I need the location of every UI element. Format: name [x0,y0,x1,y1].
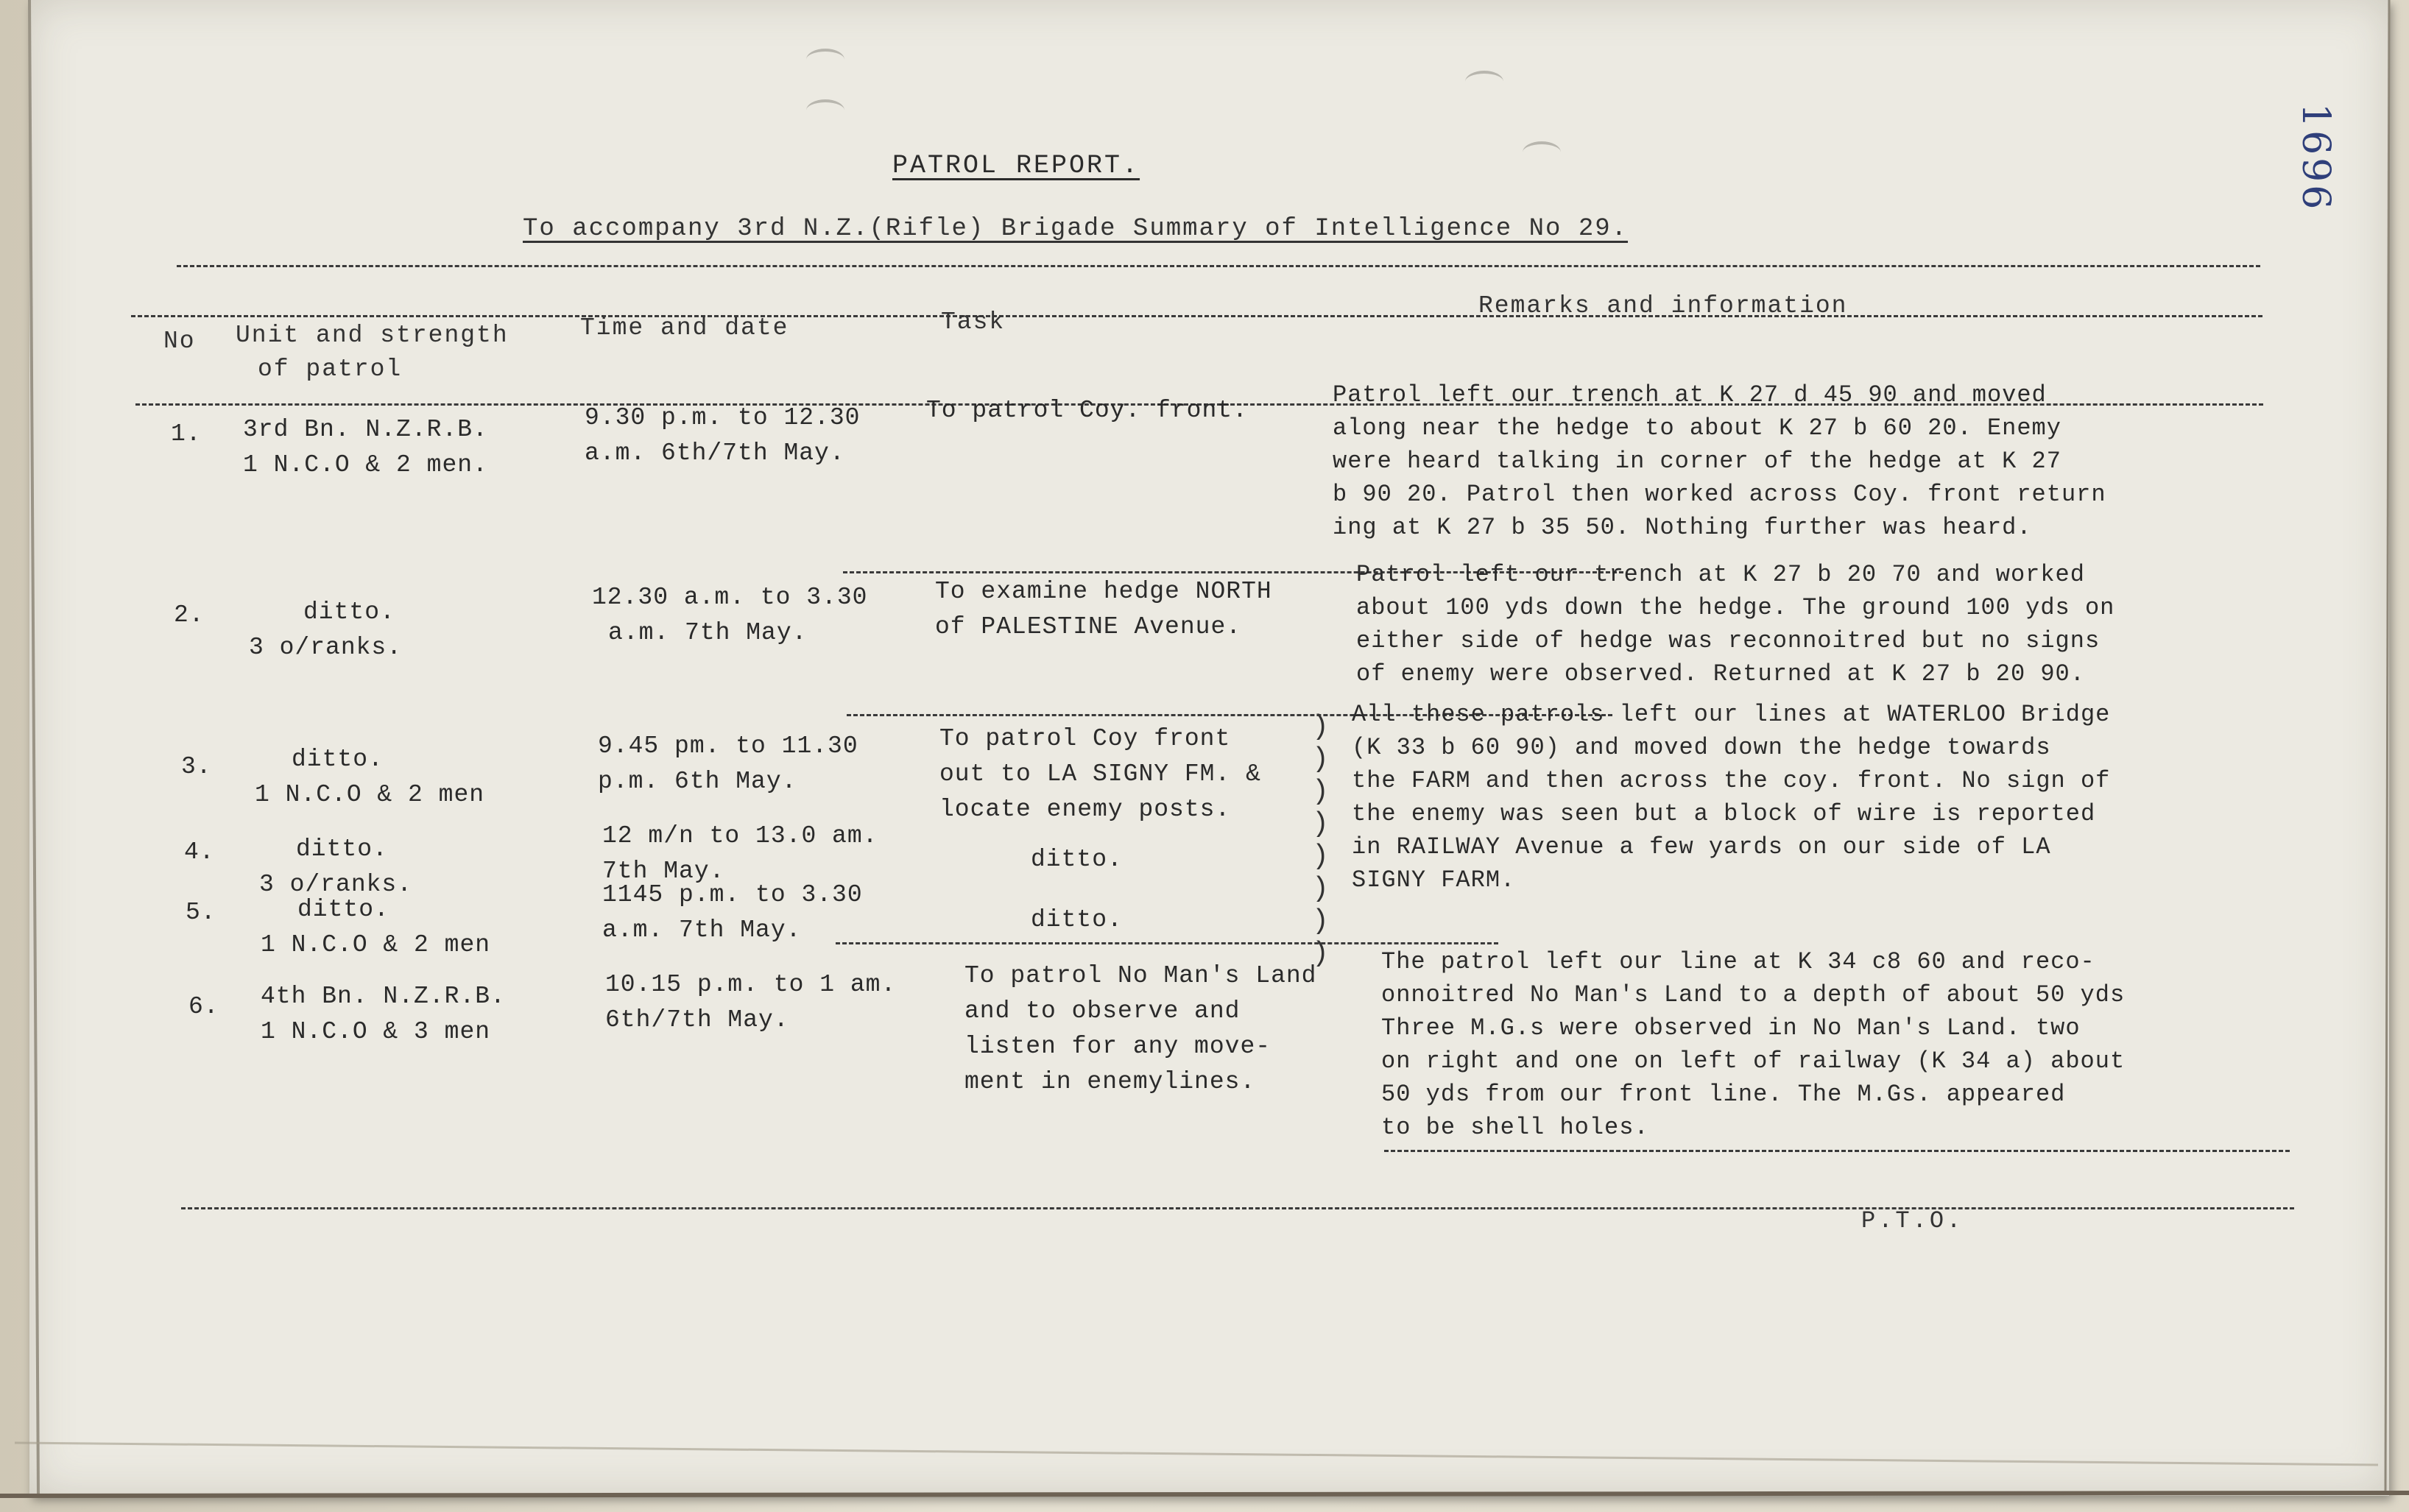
row-2-no: 2. [174,601,205,629]
row-5-time [602,877,863,948]
row-5-time-line: 1145 p.m. to 3.30 [602,881,863,908]
row-2-unit-line: ditto. [303,598,395,626]
row-5-unit-line: ditto. [297,896,389,923]
row-1-time-line: a.m. 6th/7th May. [585,439,845,467]
group-remarks-line: the FARM and then across the coy. front. No sign of [1352,767,2111,794]
row-6-task-line: To patrol No Man's Land [964,962,1317,989]
row-2-task-line: To examine hedge NORTH [935,578,1272,605]
report-subtitle: To accompany 3rd N.Z.(Rifle) Brigade Summary of Intelligence No 29. [523,215,1629,243]
row-6-unit [261,979,506,1050]
row-1-unit [243,412,488,483]
row-2-unit [249,595,402,665]
row-2-remarks [1356,558,2115,690]
row-6-time [605,967,896,1038]
row-6-remarks-line: onnoitred No Man's Land to a depth of about 50 yds [1381,981,2126,1008]
row-4-task-line: ditto. [1031,846,1123,873]
row-1-remarks [1333,378,2106,544]
row-6-task-line: and to observe and [964,997,1241,1025]
punch-hole [806,99,844,121]
row-2-time-line: 12.30 a.m. to 3.30 [592,584,868,611]
row-4-unit-line: 3 o/ranks. [259,871,413,898]
row-4-time-line: 7th May. [602,858,725,885]
row-5-time-line: a.m. 7th May. [602,916,802,944]
row-1-no: 1. [171,420,202,448]
row-2-remarks-line: either side of hedge was reconnoitred but no signs [1356,627,2101,654]
group-bracket: ) ) ) ) ) ) ) ) [1312,711,1329,969]
header-rule-top [131,315,2262,317]
row-2-remarks-line: of enemy were observed. Returned at K 27 b 20 90. [1356,660,2085,688]
group-remarks-line: the enemy was seen but a block of wire is reported [1352,800,2096,827]
row-divider [836,942,1498,944]
bottom-rule [181,1207,2294,1209]
row-6-time-line: 10.15 p.m. to 1 am. [605,971,897,998]
header-task: Task [941,308,1006,336]
row-2-remarks-line: about 100 yds down the hedge. The ground 100 yds on [1356,594,2115,621]
row-6-unit-line: 4th Bn. N.Z.R.B. [261,983,506,1010]
row-3-time [598,729,858,799]
row-1-remarks-line: Patrol left our trench at K 27 d 45 90 and moved [1333,381,2047,409]
row-6-remarks-line: 50 yds from our front line. The M.Gs. appeared [1381,1081,2066,1108]
group-remarks-line: in RAILWAY Avenue a few yards on our side of LA [1352,833,2051,861]
row-2-remarks-line: Patrol left our trench at K 27 b 20 70 and worked [1356,561,2085,588]
row-4-no: 4. [184,838,215,866]
archive-stamp-number: 1696 [2293,103,2338,213]
rows-3-5-remarks [1352,698,2110,897]
row-3-task-line: To patrol Coy front [939,725,1231,752]
row-1-time-line: 9.30 p.m. to 12.30 [585,404,861,431]
report-title: PATROL REPORT. [892,151,1140,180]
row-5-unit [261,892,490,963]
row-6-remarks-line: The patrol left our line at K 34 c8 60 and reco- [1381,948,2095,975]
header-unit-line1: Unit and strength [236,322,509,349]
row-6-no: 6. [188,993,219,1020]
row-2-task-line: of PALESTINE Avenue. [935,613,1242,640]
row-1-task-line: To patrol Coy. front. [926,397,1248,424]
row-6-remarks-line: to be shell holes. [1381,1114,1649,1141]
row-1-remarks-line: were heard talking in corner of the hedge at K 27 [1333,448,2061,475]
punch-hole [1465,71,1503,93]
row-1-unit-line: 3rd Bn. N.Z.R.B. [243,416,488,443]
row-6-unit-line: 1 N.C.O & 3 men [261,1018,491,1045]
row-3-unit-line: 1 N.C.O & 2 men [255,781,485,808]
row-1-task [926,393,1248,428]
row-1-remarks-line: ing at K 27 b 35 50. Nothing further was heard. [1333,514,2032,541]
row-1-remarks-line: along near the hedge to about K 27 b 60 20. Enemy [1333,414,2061,442]
row-6-remarks-line: Three M.G.s were observed in No Man's Land. two [1381,1014,2081,1042]
row-6-time-line: 6th/7th May. [605,1006,789,1034]
row-3-task [939,721,1261,827]
top-rule [177,265,2260,267]
row-4-task [1031,842,1123,877]
page-turn-note: P.T.O. [1861,1207,1964,1234]
header-unit-line2: of patrol [258,356,403,383]
row-3-no: 3. [181,753,212,780]
row-1-remarks-line: b 90 20. Patrol then worked across Coy. front return [1333,481,2106,508]
row-2-time [592,580,867,651]
row-6-remarks-line: on right and one on left of railway (K 34 a) about [1381,1048,2126,1075]
row-3-task-line: out to LA SIGNY FM. & [939,760,1261,788]
bottom-rule-right [1384,1150,2290,1152]
header-time: Time and date [580,314,789,342]
row-6-remarks [1381,945,2125,1144]
row-6-task-line: listen for any move- [964,1033,1271,1060]
row-3-task-line: locate enemy posts. [939,796,1231,823]
row-1-time [585,400,860,471]
row-6-task-line: ment in enemylines. [964,1068,1256,1095]
group-remarks-line: SIGNY FARM. [1352,866,1516,894]
row-5-task [1031,902,1123,938]
punch-hole [1523,141,1561,163]
row-3-time-line: 9.45 pm. to 11.30 [598,732,858,760]
group-remarks-line: (K 33 b 60 90) and moved down the hedge towards [1352,734,2051,761]
row-5-unit-line: 1 N.C.O & 2 men [261,931,491,958]
row-1-unit-line: 1 N.C.O & 2 men. [243,451,488,478]
row-2-time-line: a.m. 7th May. [608,619,808,646]
group-remarks-line: All these patrols left our lines at WATERLOO Bridge [1352,701,2111,728]
header-no: No [163,328,196,355]
row-4-unit-line: ditto. [296,836,388,863]
header-remarks: Remarks and information [1478,292,1848,319]
row-2-unit-line: 3 o/ranks. [249,634,403,661]
row-3-time-line: p.m. 6th May. [598,768,797,795]
row-5-no: 5. [186,899,216,926]
row-3-unit [255,742,484,813]
row-5-task-line: ditto. [1031,906,1123,933]
row-3-unit-line: ditto. [292,746,384,773]
row-2-task [935,574,1272,645]
row-6-task [964,958,1316,1100]
row-4-time-line: 12 m/n to 13.0 am. [602,822,878,849]
punch-hole [806,49,844,71]
